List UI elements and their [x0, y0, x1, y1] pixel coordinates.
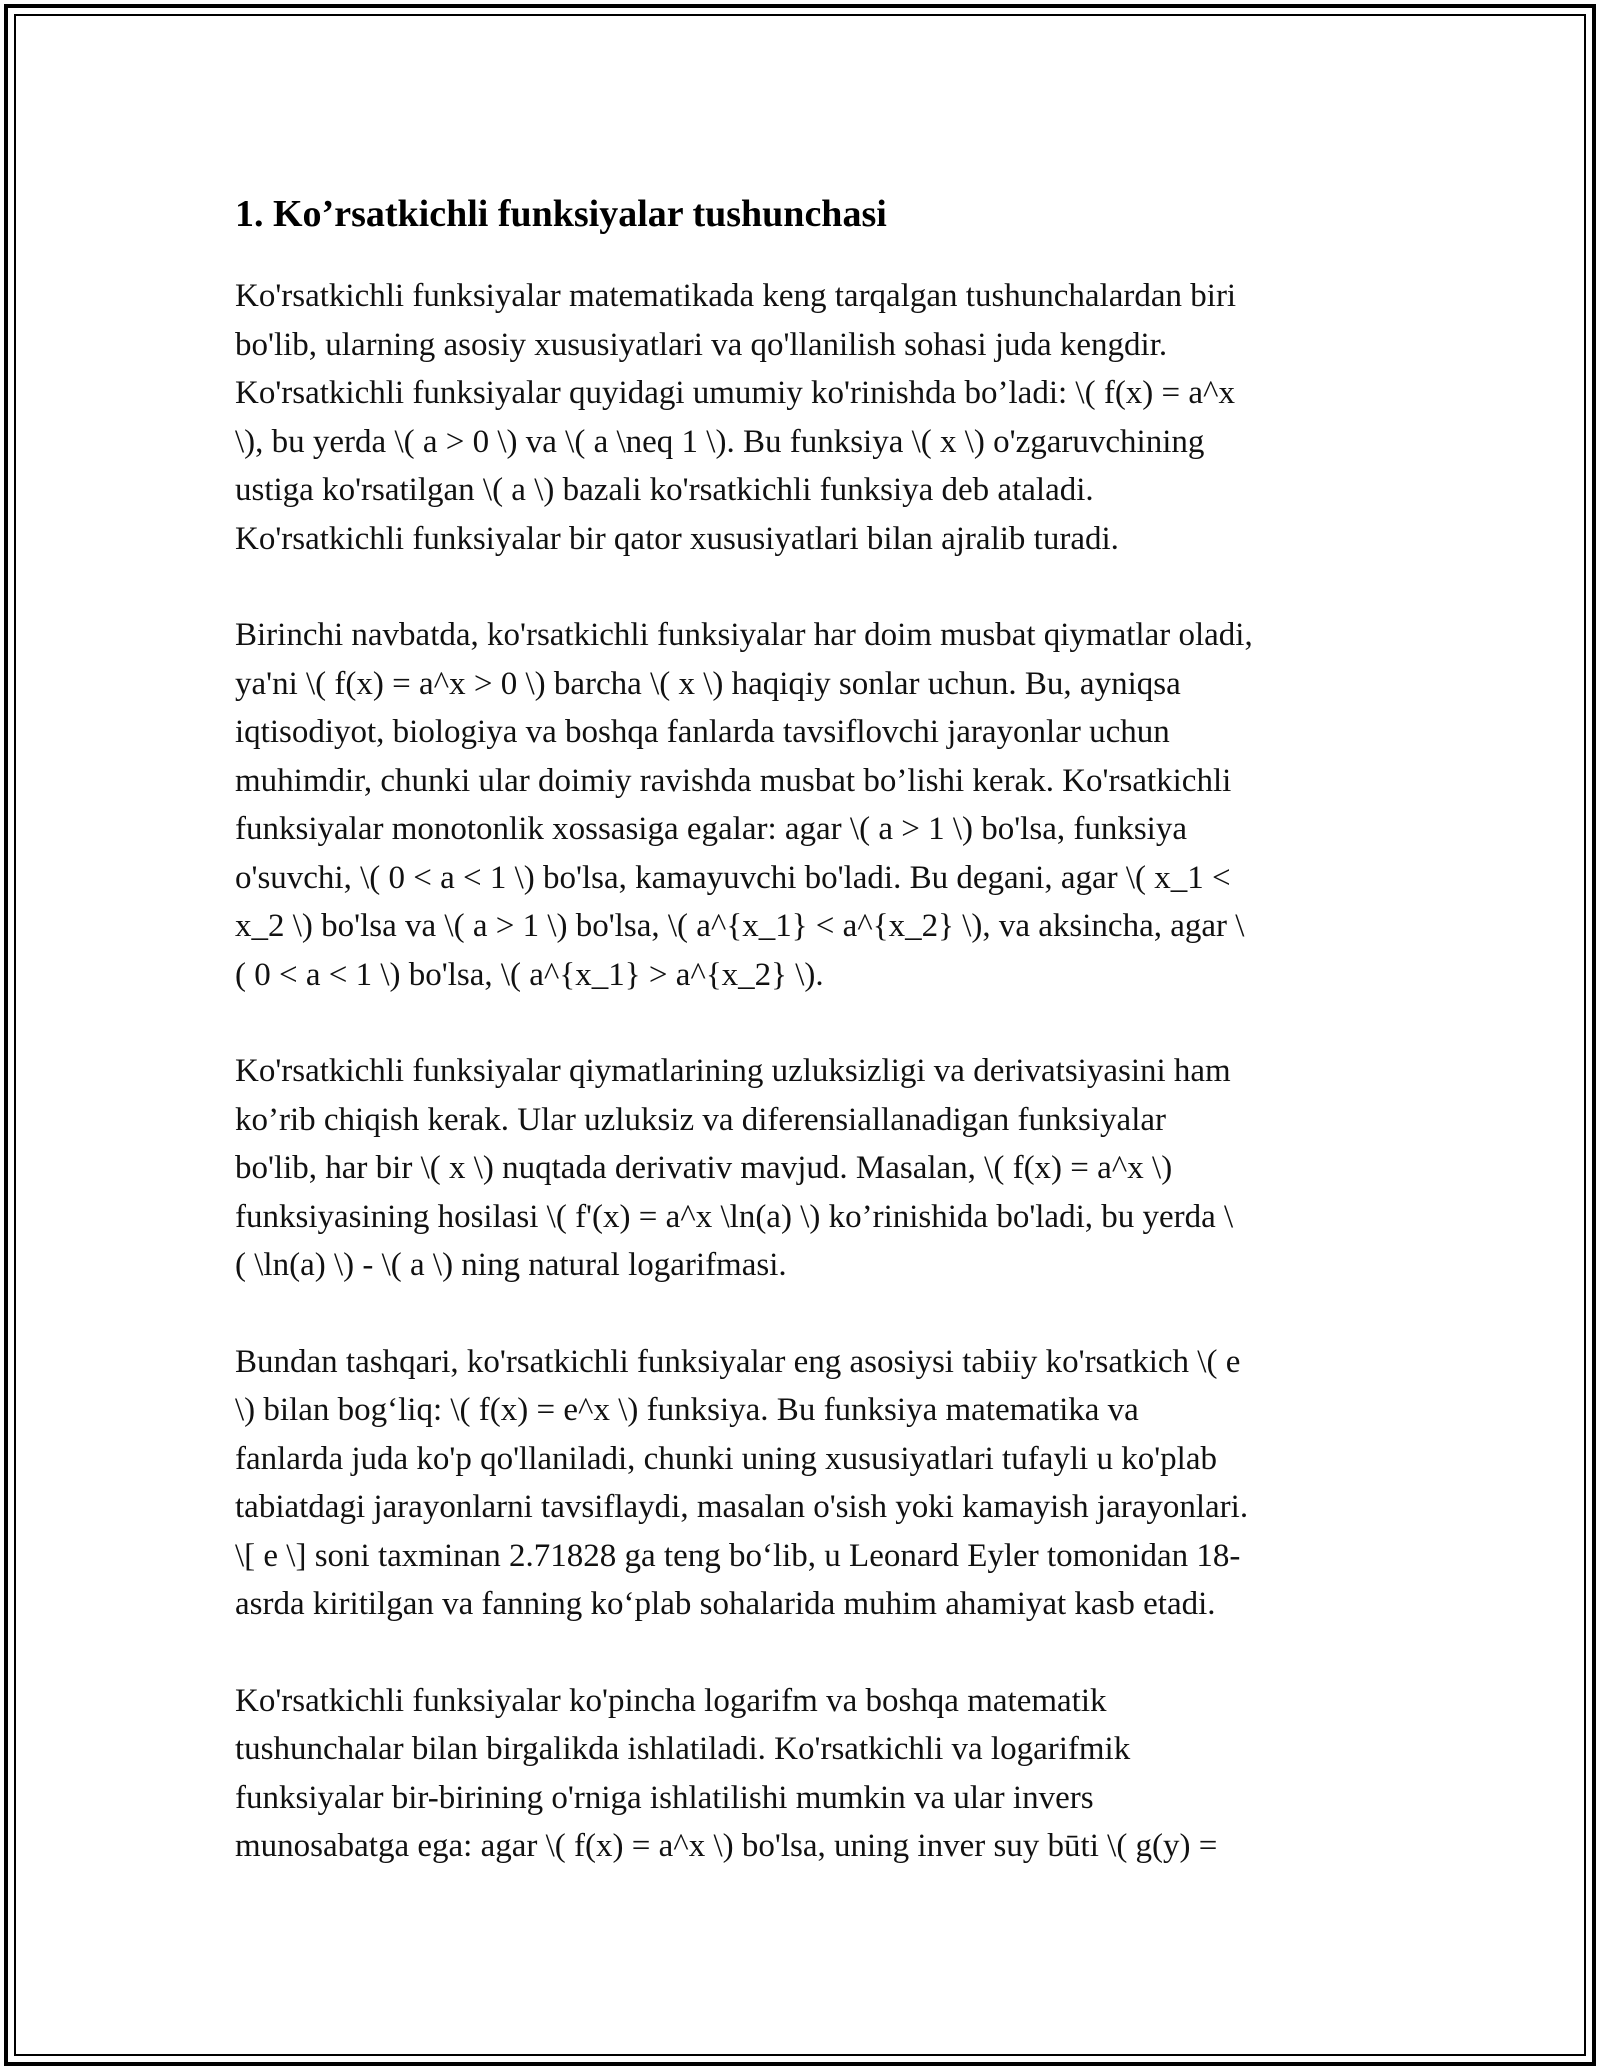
paragraph-3: Ko'rsatkichli funksiyalar qiymatlarining uzluksizligi va derivatsiyasini ham ko’rib chiqish kerak. Ular uzluksiz va diferensiallanadigan funksiyalar bo'lib, har bir \( x \) nuqtada derivativ mavjud. Masalan, \( f(x) = a^x \) funksiyasining hosilasi \( f'(x) = a^x \ln(a) \) ko’rinishida bo'ladi, bu yerda \ ( \ln(a) \) - \( a \) ning natural logarifmasi. [235, 1053, 1234, 1283]
paragraph-2: Birinchi navbatda, ko'rsatkichli funksiyalar har doim musbat qiymatlar oladi, ya'ni \( f(x) = a^x > 0 \) barcha \( x \) haqiqiy sonlar uchun. Bu, ayniqsa iqtisodiyot, biologiya va boshqa fanlarda tavsiflovchi jarayonlar uchun muhimdir, chunki ular doimiy ravishda musbat bo’lishi kerak. Ko'rsatkichli funksiyalar monotonlik xossasiga egalar: agar \( a > 1 \) bo'lsa, funksiya o'suvchi, \( 0 < a < 1 \) bo'lsa, kamayuvchi bo'ladi. Bu degani, agar \( x_1 < x_2 \) bo'lsa va \( a > 1 \) bo'lsa, \( a^{x_1} < a^{x_2} \), va aksincha, agar \ ( 0 < a < 1 \) bo'lsa, \( a^{x_1} > a^{x_2} \). [235, 617, 1253, 993]
paragraph-1: Ko'rsatkichli funksiyalar matematikada keng tarqalgan tushunchalardan biri bo'lib, ularning asosiy xususiyatlari va qo'llanilish sohasi juda kengdir. Ko'rsatkichli funksiyalar quyidagi umumiy ko'rinishda bo’ladi: \( f(x) = a^x \), bu yerda \( a > 0 \) va \( a \neq 1 \). Bu funksiya \( x \) o'zgaruvchining ustiga ko'rsatilgan \( a \) bazali ko'rsatkichli funksiya deb ataladi. Ko'rsatkichli funksiyalar bir qator xususiyatlari bilan ajralib turadi. [235, 278, 1237, 557]
paragraph-5: Ko'rsatkichli funksiyalar ko'pincha logarifm va boshqa matematik tushunchalar bilan birgalikda ishlatiladi. Ko'rsatkichli va logarifmik funksiyalar bir-birining o'rniga ishlatilishi mumkin va ular invers munosabatga ega: agar \( f(x) = a^x \) bo'lsa, uning inver suy būti \( g(y) = [235, 1682, 1218, 1864]
section-heading: 1. Ko’rsatkichli funksiyalar tushunchasi [235, 193, 887, 235]
document-body [235, 186, 1365, 1919]
paragraph-4: Bundan tashqari, ko'rsatkichli funksiyalar eng asosiysi tabiiy ko'rsatkich \( e \) bilan bog‘liq: \( f(x) = e^x \) funksiya. Bu funksiya matematika va fanlarda juda ko'p qo'llaniladi, chunki uning xususiyatlari tufayli u ko'plab tabiatdagi jarayonlarni tavsiflaydi, masalan o'sish yoki kamayish jarayonlari. \[ e \] soni taxminan 2.71828 ga teng bo‘lib, u Leonard Eyler tomonidan 18- asrda kiritilgan va fanning ko‘plab sohalarida muhim ahamiyat kasb etadi. [235, 1343, 1249, 1622]
